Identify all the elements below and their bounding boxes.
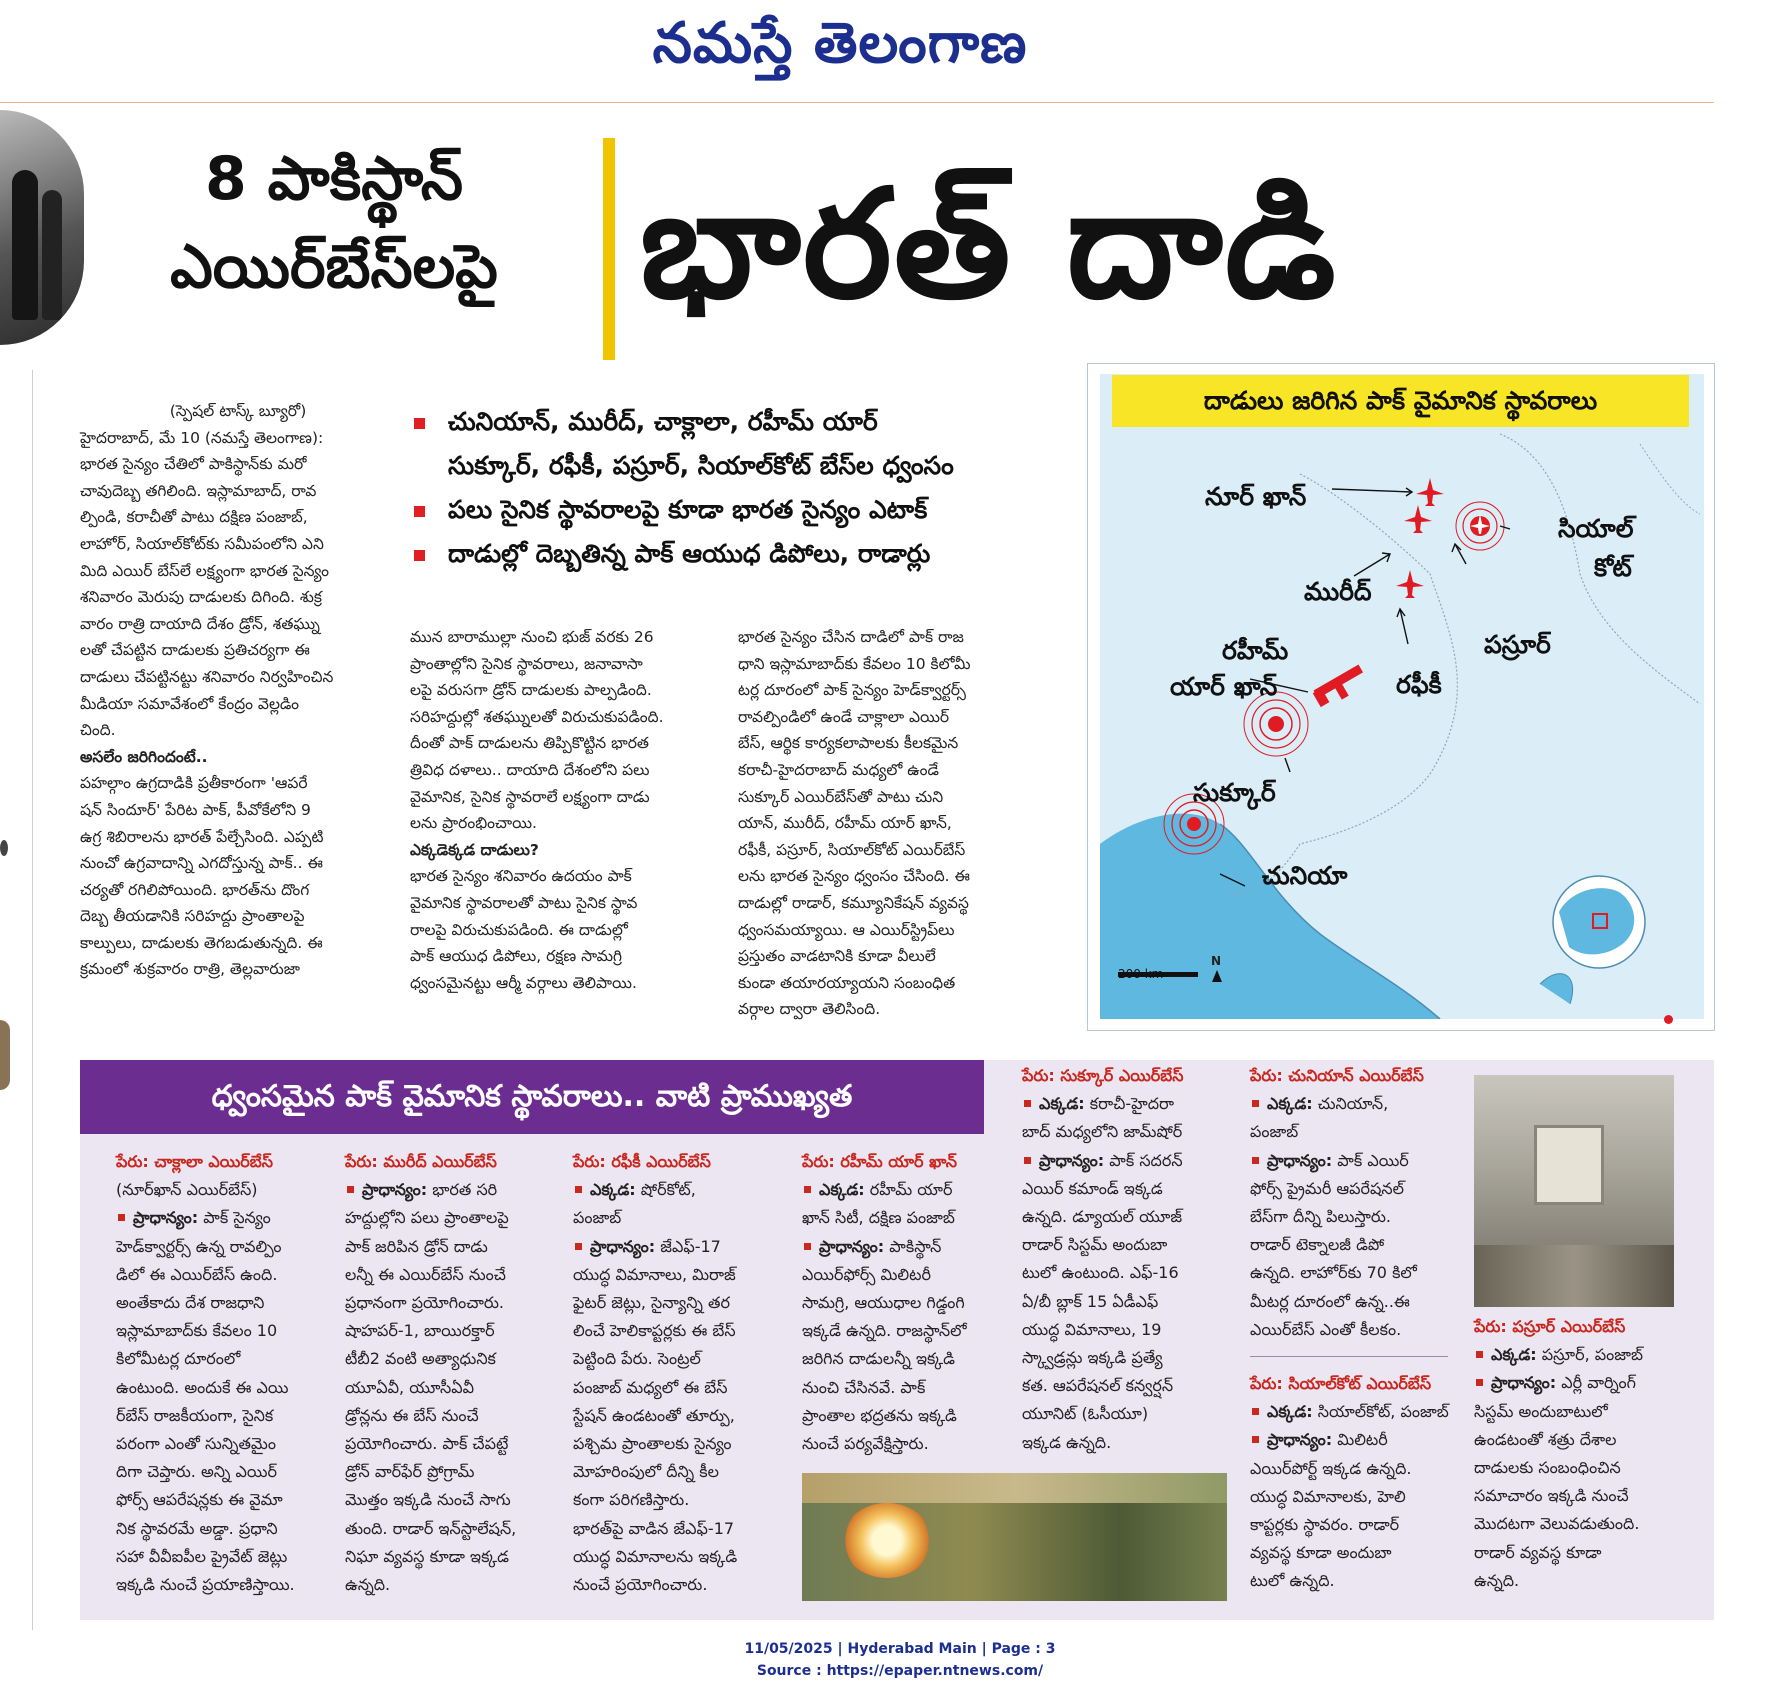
bullet-square-icon [1252,1157,1259,1164]
text-line: ప్రస్తుతం వాడటానికి కూడా వీలులే [738,947,936,966]
text-line: ఎయిర్‌ఫోర్స్ మిలిటరీ [802,1264,931,1284]
text-line: ఎయిర్ కమాండ్ ఇక్కడ [1022,1178,1163,1198]
article-column-2 [410,624,710,996]
importance-label: ప్రాధాన్యం: [1267,1430,1333,1450]
bullet-square-icon [1476,1351,1483,1358]
airbase-chunian [1250,1062,1462,1344]
text-line: బాద్ మధ్యలోని జామ్‌షోర్ [1022,1122,1183,1142]
text-line: నిఘా వ్యవస్థ కూడా ఇక్కడ [345,1546,509,1566]
summary-bullets [410,400,1050,576]
text-line: ఉంటుంది. అందుకే ఈ ఎయి [116,1377,289,1397]
target-icon [1456,502,1504,550]
airbase-location [573,1176,788,1204]
importance-label: ప్రాధాన్యం: [1039,1150,1105,1170]
text-line: రఫీకీ, పస్రూర్, సియాల్‌కోట్ ఎయిర్‌బేస్ [738,840,966,859]
text-line: దాడుల్లో రాడార్, కమ్యూనికేషన్ వ్యవస్థ [738,893,969,912]
text-line: బేస్, ఆర్థిక కార్యకలాపాలకు కీలకమైన [738,734,959,753]
text-line: రాడార్ వ్యవస్థ కూడా [1474,1542,1602,1562]
airbase-name: పేరు: చునియాన్ ఎయిర్‌బేస్ [1250,1066,1424,1085]
text-line: దిగా చెప్తారు. అన్ని ఎయిర్ [116,1462,277,1482]
footer-source: Source : https://epaper.ntnews.com/ [756,1663,1044,1679]
text-line: యుద్ధ విమానాలను ఇక్కడి [573,1546,738,1566]
importance-text: పాక్ ఎయిర్ [1337,1150,1409,1170]
map-label-murid: మురీద్ [1304,577,1372,606]
location-value: సియాల్‌కోట్, పంజాబ్ [1317,1402,1449,1422]
bullet-square-icon [804,1186,811,1193]
importance-label: ప్రాధాన్యం: [133,1208,199,1228]
importance-text: మిలిటరీ [1337,1430,1388,1450]
text-line: రాలపై విరుచుకుపడింది. ఈ దాడుల్లో [410,920,628,939]
text-line: యూఏవీ, యూసీఏవీ [345,1377,474,1397]
text-line: ఉన్నది. లాహోర్‌కు 70 కిలో [1250,1263,1417,1283]
importance-label: ప్రాధాన్యం: [1491,1373,1557,1393]
text-line: ప్రధానంగా ప్రయోగించారు. [345,1293,504,1313]
importance-label: ప్రాధాన్యం: [362,1180,428,1200]
airbase-location [1022,1090,1237,1118]
airbase-rafiqui [573,1148,788,1599]
text-line: పంజాబ్ మధ్యలో ఈ బేస్ [573,1377,728,1397]
text-line: హెడ్‌క్వార్టర్స్ ఉన్న రావల్పిం [116,1236,282,1256]
text-line: సమాచారం ఇక్కడి నుంచే [1474,1486,1629,1506]
text-line: హైదరాబాద్, మే 10 (నమస్తే తెలంగాణ): [80,428,324,447]
left-edge-photo [0,110,84,345]
text-line: షాహపర్-1, బాయిరక్తార్ [345,1321,495,1341]
importance-text: ఎర్లీ వార్నింగ్ [1561,1373,1636,1393]
text-line: పంజాబ్ [1250,1122,1299,1142]
text-line: ఫోర్స్ ప్రైమరీ ఆపరేషనల్ [1250,1178,1405,1198]
text-line: రాడార్ టెక్నాలజీ డిపో [1250,1235,1385,1255]
subheading: అసలేం జరిగిందంటే.. [80,747,208,766]
bullet-square-icon [1024,1100,1031,1107]
bullet-square-icon [1476,1379,1483,1386]
text-line: ఇక్కడ ఉన్నది. [1022,1432,1112,1452]
text-line: వ్యవస్థ కూడా అందుబా [1250,1543,1392,1563]
text-line: పశ్చిమ ప్రాంతాలకు సైన్యం [573,1434,732,1454]
text-line: కత. ఆపరేషనల్ కన్వర్షన్ [1022,1376,1174,1396]
corner-dot [1664,1015,1673,1024]
text-line: త్రివిధ దళాలు.. దాయాది దేశంలోని పలు [410,760,650,779]
text-line: ఎయిర్‌బేస్ ఎంతో కీలకం. [1250,1319,1402,1339]
airbase-name: పేరు: మురీద్ ఎయిర్‌బేస్ [345,1152,497,1171]
text-line: వర్గాల ద్వారా తెలిసింది. [738,1000,881,1019]
importance-text: పాక్ సైన్యం [203,1208,271,1228]
airbase-body [116,1204,331,1599]
text-line: షన్ సిందూర్' పేరిట పాక్, పీవోకేలోని 9 [80,800,311,819]
text-line: క్రమంలో శుక్రవారం రాత్రి, తెల్లవారుజా [80,960,300,979]
importance-label: ప్రాధాన్యం: [590,1236,656,1256]
column-2-body-2 [410,863,710,996]
text-line: లన్నీ ఈ ఎయిర్‌బేస్ నుంచే [345,1264,506,1284]
airbase-importance [1022,1147,1237,1175]
airbase-name: పేరు: రహీమ్ యార్ ఖాన్ [802,1152,957,1171]
airbase-importance [1250,1147,1462,1175]
text-line: పరంగా ఎంతో సున్నితమైం [116,1434,276,1454]
importance-label: ప్రాధాన్యం: [819,1236,885,1256]
text-line: లపై వరుసగా డ్రోన్ దాడులకు పాల్పడింది. [410,681,652,700]
main-headline: భారత్ దాడి [640,158,1338,332]
text-line: సామగ్రి, ఆయుధాల గిడ్డంగి [802,1293,965,1313]
airbase-location [1250,1398,1462,1426]
airbase-name: పేరు: రఫీకీ ఎయిర్‌బేస్ [573,1152,711,1171]
airbase-body [1474,1341,1686,1595]
text-line: ఫోర్స్ ఆపరేషన్లకు ఈ వైమా [116,1490,283,1510]
airbase-alt-name: (నూర్‌ఖాన్ ఎయిర్‌బేస్) [116,1180,258,1200]
bullet-item [410,532,1050,576]
location-value: పస్రూర్, పంజాబ్ [1541,1345,1643,1365]
text-line: యుద్ధ విమానాలు, మిరాజ్ [573,1264,736,1284]
airbase-name: పేరు: చాక్లాలా ఎయిర్‌బేస్ [116,1152,273,1171]
text-line: ఉన్నది. [1474,1570,1520,1590]
location-label: ఎక్కడ: [1491,1345,1537,1365]
damaged-building-photo [1474,1075,1674,1307]
bullet-square-icon [118,1214,125,1221]
side-headline [84,135,584,311]
airbase-body [1250,1398,1462,1595]
text-line: భారత సైన్యం శనివారం ఉదయం పాక్ [410,867,632,886]
map-label-noor-khan: నూర్ ఖాన్ [1205,482,1307,511]
bullet-square-icon [575,1186,582,1193]
text-line: వైమానిక, సైనిక స్థావరాలే లక్ష్యంగా దాడు [410,787,650,806]
column-3-body [738,624,1058,1023]
text-line: వారం రాత్రి దాయాది దేశం డ్రోన్, శతఘ్ను [80,614,320,633]
airbase-location [1250,1090,1462,1118]
text-line: లాహోర్, సియాల్‌కోట్‌కు సమీపంలోని ఎని [80,534,324,553]
airbase-importance [1474,1369,1686,1397]
text-line: ఇస్లామాబాద్‌కు కేవలం 10 [116,1321,278,1341]
location-value: చునియాన్, [1317,1094,1389,1114]
text-line: మోహరింపులో దీన్ని కీల [573,1462,719,1482]
airbase-importance [802,1233,1017,1261]
text-line: మొత్తం ఇక్కడి నుంచే సాగు [345,1490,511,1510]
text-line: చావుదెబ్బ తగిలింది. ఇస్లామాబాద్, రావ [80,481,317,500]
bullet-text: చునియాన్, మురీద్, చాక్లాలా, రహీమ్ యార్ [448,407,878,436]
masthead-rule [0,102,1714,103]
text-line: కుండా తయారయ్యాయని సంబంధిత [738,973,956,992]
text-line: దాడులు చేపట్టినట్టు శనివారం నిర్వహించిన [80,667,334,686]
importance-text: పాక్ సదరన్ [1109,1150,1183,1170]
location-label: ఎక్కడ: [819,1180,865,1200]
importance-text: జేఎఫ్-17 [660,1236,721,1256]
text-line: పంజాబ్ [573,1208,622,1228]
left-edge-border [32,370,33,1630]
bullet-square-icon [1252,1408,1259,1415]
airbase-rahim-yar-khan [802,1148,1017,1458]
text-line: ఇక్కడే ఉన్నది. రాజస్థాన్‌లో [802,1321,967,1341]
text-line: డిలో ఈ ఎయిర్‌బేస్ ఉంది. [116,1264,278,1284]
subheading: ఎక్కడెక్కడ దాడులు? [410,840,539,859]
text-line: చింది. [80,721,116,740]
location-label: ఎక్కడ: [590,1180,636,1200]
map-label-rahim-yar-khan: రహీమ్ [1222,636,1289,665]
location-label: ఎక్కడ: [1267,1094,1313,1114]
text-line: యుద్ధ విమానాలు, 19 [1022,1319,1162,1339]
text-line: పహల్గాం ఉగ్రదాడికి ప్రతీకారంగా 'ఆపరే [80,774,308,793]
bullet-square-icon [414,550,425,561]
text-line: ఎయిర్‌పోర్ట్ ఇక్కడ ఉన్నది. [1250,1458,1412,1478]
text-line: యూనిట్ (ఓసీయూ) [1022,1404,1149,1424]
text-line: ప్రాంతాల భద్రతను ఇక్కడి [802,1405,957,1425]
bullet-text: సుక్కూర్, రఫీకీ, పస్రూర్, సియాల్‌కోట్ బేస్‌ల ధ్వంసం [448,451,954,480]
bullet-square-icon [414,418,425,429]
airbase-importance [1250,1426,1462,1454]
north-arrow-icon [1212,970,1222,982]
text-line: డ్రోన్ వార్‌ఫేర్ ప్రోగ్రామ్ [345,1462,475,1482]
text-line: వైమానిక స్థావరాలతో పాటు సైనిక స్థావ [410,893,638,912]
text-line: ఉండటంతో శత్రు దేశాల [1474,1429,1617,1449]
bullet-square-icon [1252,1436,1259,1443]
airbase-body [1250,1090,1462,1344]
airbase-importance [345,1176,565,1204]
text-line: టులో ఉంటుంది. ఎఫ్-16 [1022,1263,1179,1283]
headline-accent-bar [603,138,615,360]
column-2-body [410,624,710,837]
text-line: యాన్, మురీద్, రహీమ్ యార్ ఖాన్, [738,814,952,833]
text-line: ఉన్నది. డ్యూయల్ యూజ్ [1022,1207,1183,1227]
bullet-item [410,400,1050,488]
footer-date-edition: 11/05/2025 | Hyderabad Main | Page : 3 [744,1641,1056,1657]
bullet-square-icon [347,1186,354,1193]
text-line: టర్ల దూరంలో పాక్ సైన్యం హెడ్‌క్వార్టర్స్ [738,681,966,700]
column-1-body-2 [80,770,396,983]
divider [1250,1356,1448,1357]
bullet-square-icon [1252,1100,1259,1107]
text-line: మున బారాముల్లా నుంచి భుజ్ వరకు 26 [410,628,654,646]
text-line: రాడార్ సిస్టమ్ అందుబా [1022,1235,1168,1255]
text-line: జరిగిన దాడులన్నీ ఇక్కడి [802,1349,955,1369]
bullet-square-icon [804,1243,811,1250]
text-line: మీటర్ల దూరంలో ఉన్న..ఈ [1250,1291,1410,1311]
page-footer [600,1638,1200,1682]
text-line: సహా వీవీఐపీల ప్రైవేట్ జెట్లు [116,1546,288,1566]
location-value: రహీమ్ యార్ [869,1180,953,1200]
text-line: దాడులకు సంబంధించిన [1474,1458,1621,1478]
text-line: మీడియా సమావేశంలో కేంద్రం వెల్లడిం [80,694,300,713]
side-headline-line: ఎయిర్‌బేస్‌లపై [170,232,498,302]
location-label: ఎక్కడ: [1039,1094,1085,1114]
text-line: పాక్ జరిపిన డ్రోన్ దాడు [345,1236,488,1256]
text-line: డ్రోన్లను ఈ బేస్ నుంచే [345,1405,479,1425]
text-line: కిలోమీటర్ల దూరంలో [116,1349,241,1369]
text-line: ఇక్కడి నుంచే ప్రయాణిస్తాయి. [116,1575,295,1595]
text-line: దీంతో పాక్ దాడులను తిప్పికొట్టిన భారత [410,734,649,753]
text-line: నుంచి చేసినవే. పాక్ [802,1377,926,1397]
text-line: హద్దుల్లోని పలు ప్రాంతాలపై [345,1208,509,1228]
location-label: ఎక్కడ: [1267,1402,1313,1422]
byline: (స్పెషల్ టాస్క్ బ్యూరో) [169,402,307,420]
text-line: నిక స్థావరమే అడ్డా. ప్రధాని [116,1518,278,1538]
masthead-logo: నమస్తే తెలంగాణ [652,10,1028,76]
text-line: నుంచే పర్యవేక్షిస్తారు. [802,1434,929,1454]
airbase-importance [573,1233,788,1261]
text-line: ధాని ఇస్లామాబాద్‌కు కేవలం 10 కిలోమీ [738,654,971,673]
text-line: నుంచే ప్రయోగించారు. [573,1575,708,1595]
text-line: దెబ్బ తీయడానికి సరిహద్దు ప్రాంతాలపై [80,907,305,926]
text-line: సుక్కూర్ ఎయిర్‌బేస్‌తో పాటు చుని [738,787,944,806]
text-line: ప్రయోగించారు. పాక్ చేపట్టే [345,1434,509,1454]
text-line: టీబీ2 వంటి అత్యాధునిక [345,1349,496,1369]
text-line: ధ్వంసమయ్యాయి. ఆ ఎయిర్‌స్ట్రిప్‌లు [738,920,955,939]
text-line: స్టేషన్ ఉండటంతో తూర్పు, [573,1405,735,1425]
map-label-rahim-yar-khan: యార్ ఖాన్ [1170,672,1278,701]
text-line: పెట్టింది పేరు. సెంట్రల్ [573,1349,701,1369]
text-line: స్క్వాడ్రన్లు ఇక్కడి ప్రత్యే [1022,1348,1163,1368]
text-line: శనివారం మెరుపు దాడులకు దిగింది. శుక్ర [80,588,322,607]
text-line: భారత సైన్యం చేతిలో పాకిస్థాన్‌కు మరో [80,455,307,474]
scale-label: 200 km [1118,967,1164,981]
text-line: లతో చేపట్టిన దాడులకు ప్రతిచర్యగా ఈ [80,641,310,660]
map-label-sialkot: సియాల్ [1558,514,1634,543]
text-line: కాప్టర్లకు స్థావరం. రాడార్ [1250,1515,1400,1535]
text-line: ఏ/బీ బ్లాక్ 15 ఏడీఎఫ్ [1022,1291,1159,1311]
airbase-pasrur [1474,1313,1686,1595]
text-line: సరిహద్దుల్లో శతఘ్నులతో విరుచుకుపడింది. [410,707,664,726]
importance-text: పాకిస్థాన్ [889,1236,942,1256]
text-line: భారత సైన్యం చేసిన దాడిలో పాక్ రాజ [738,628,964,646]
location-value: కరాచీ-హైదరా [1089,1094,1174,1114]
text-line: ప్రాంతాల్లోని సైనిక స్థావరాలు, జనావాసా [410,654,643,673]
bullet-item [410,488,1050,532]
airbase-name: పేరు: సుక్కూర్ ఎయిర్‌బేస్ [1022,1066,1184,1085]
airbase-location [802,1176,1017,1204]
airbase-location [1474,1341,1686,1369]
bullet-square-icon [575,1243,582,1250]
article-column-3 [738,624,1058,1023]
importance-text: భారత సరి [432,1180,498,1200]
edge-mark [0,840,8,856]
text-line: లను భారత సైన్యం ధ్వంసం చేసింది. ఈ [738,867,970,886]
map-label-sukkur: సుక్కూర్ [1193,778,1276,807]
text-line: నుంచో ఉగ్రవాదాన్ని ఎగదోస్తున్న పాక్.. ఈ [80,854,323,873]
text-line: భారత్‌పై వాడిన జేఎఫ్-17 [573,1518,735,1538]
airbase-name: పేరు: పస్రూర్ ఎయిర్‌బేస్ [1474,1317,1626,1336]
text-line: ధ్వంసమైనట్టు ఆర్మీ వర్గాలు తెలిపాయి. [410,973,637,992]
airbase-chaklala [116,1148,331,1599]
map-label-rafiqui: రఫీకీ [1396,670,1442,699]
column-1-body [80,425,396,744]
text-line: ఫైటర్ జెట్లు, సైన్యాన్ని తర [573,1293,730,1313]
airbase-importance [116,1204,331,1232]
bullet-square-icon [414,506,425,517]
text-line: సిస్టమ్ అందుబాటులో [1474,1401,1608,1421]
section-banner: ధ్వంసమైన పాక్ వైమానిక స్థావరాలు.. వాటి ప్రాముఖ్యత [80,1060,984,1134]
text-line: బేస్‌గా దీన్ని పిలుస్తారు. [1250,1207,1391,1227]
edge-mark [0,1020,10,1090]
airbase-name: పేరు: సియాల్‌కోట్ ఎయిర్‌బేస్ [1250,1374,1432,1393]
text-line: మిది ఎయిర్ బేస్‌లే లక్ష్యంగా భారత సైన్యం [80,561,329,580]
airbase-sukkur [1022,1062,1237,1457]
text-line: చర్యతో రగిలిపోయింది. భారత్‌ను దొంగ [80,880,310,899]
explosion-photo [802,1473,1227,1601]
airbase-body [802,1176,1017,1458]
bullet-text: దాడుల్లో దెబ్బతిన్న పాక్ ఆయుధ డిపోలు, రాడార్లు [448,539,931,568]
airbase-body [1022,1090,1237,1457]
text-line: పాక్ ఆయుధ డిపోలు, రక్షణ సామగ్రి [410,947,623,966]
side-headline-line: 8 పాకిస్థాన్ [204,144,464,214]
article-column-1 [80,398,396,983]
map-label-pasrur: పస్రూర్ [1484,630,1551,659]
bullet-square-icon [1024,1157,1031,1164]
globe-icon [1553,876,1645,968]
airbase-body [573,1176,788,1599]
bullet-text: పలు సైనిక స్థావరాలపై కూడా భారత సైన్యం ఎటాక్ [448,495,928,524]
text-line: అంతేకాదు దేశ రాజధాని [116,1293,265,1313]
text-line: లను ప్రారంభించాయి. [410,814,537,833]
map-label-chuniya: చునియా [1262,861,1348,890]
airbase-murid [345,1148,565,1599]
text-line: యుద్ధ విమానాలకు, హెలి [1250,1486,1406,1506]
airbase-sialkot [1250,1370,1462,1596]
text-line: ఉన్నది. [345,1575,391,1595]
text-line: లించే హెలికాప్టర్లకు ఈ బేస్ [573,1321,736,1341]
text-line: ఉగ్ర శిబిరాలను భారత్ పేల్చేసింది. ఎప్పటి [80,827,324,846]
north-label: N [1211,954,1222,968]
text-line: ర్‌బేస్ రాజకీయంగా, సైనిక [116,1405,274,1425]
importance-label: ప్రాధాన్యం: [1267,1150,1333,1170]
location-value: షోర్‌కోట్, [640,1180,696,1200]
text-line: కరాచీ-హైదరాబాద్ మధ్యలో ఉండే [738,760,939,779]
text-line: కాల్పులు, దాడులకు తెగబడుతున్నది. ఈ [80,933,323,952]
text-line: కంగా పరిగణిస్తారు. [573,1490,690,1510]
map-title: దాడులు జరిగిన పాక్ వైమానిక స్థావరాలు [1112,375,1689,427]
text-line: రావల్పిండిలో ఉండే చాక్లాలా ఎయిర్ [738,707,950,726]
text-line: ల్పిండి, కరాచీతో పాటు దక్షిణ పంజాబ్, [80,508,308,527]
airbase-body [345,1176,565,1599]
text-line: మొదటగా వెలువడుతుంది. [1474,1514,1640,1534]
text-line: ఖాన్ సిటీ, దక్షిణ పంజాబ్ [802,1208,955,1228]
text-line: టులో ఉన్నది. [1250,1571,1335,1591]
text-line: తుంది. రాడార్ ఇన్‌స్టాలేషన్, [345,1518,517,1538]
map-label-sialkot: కోట్ [1594,553,1632,582]
